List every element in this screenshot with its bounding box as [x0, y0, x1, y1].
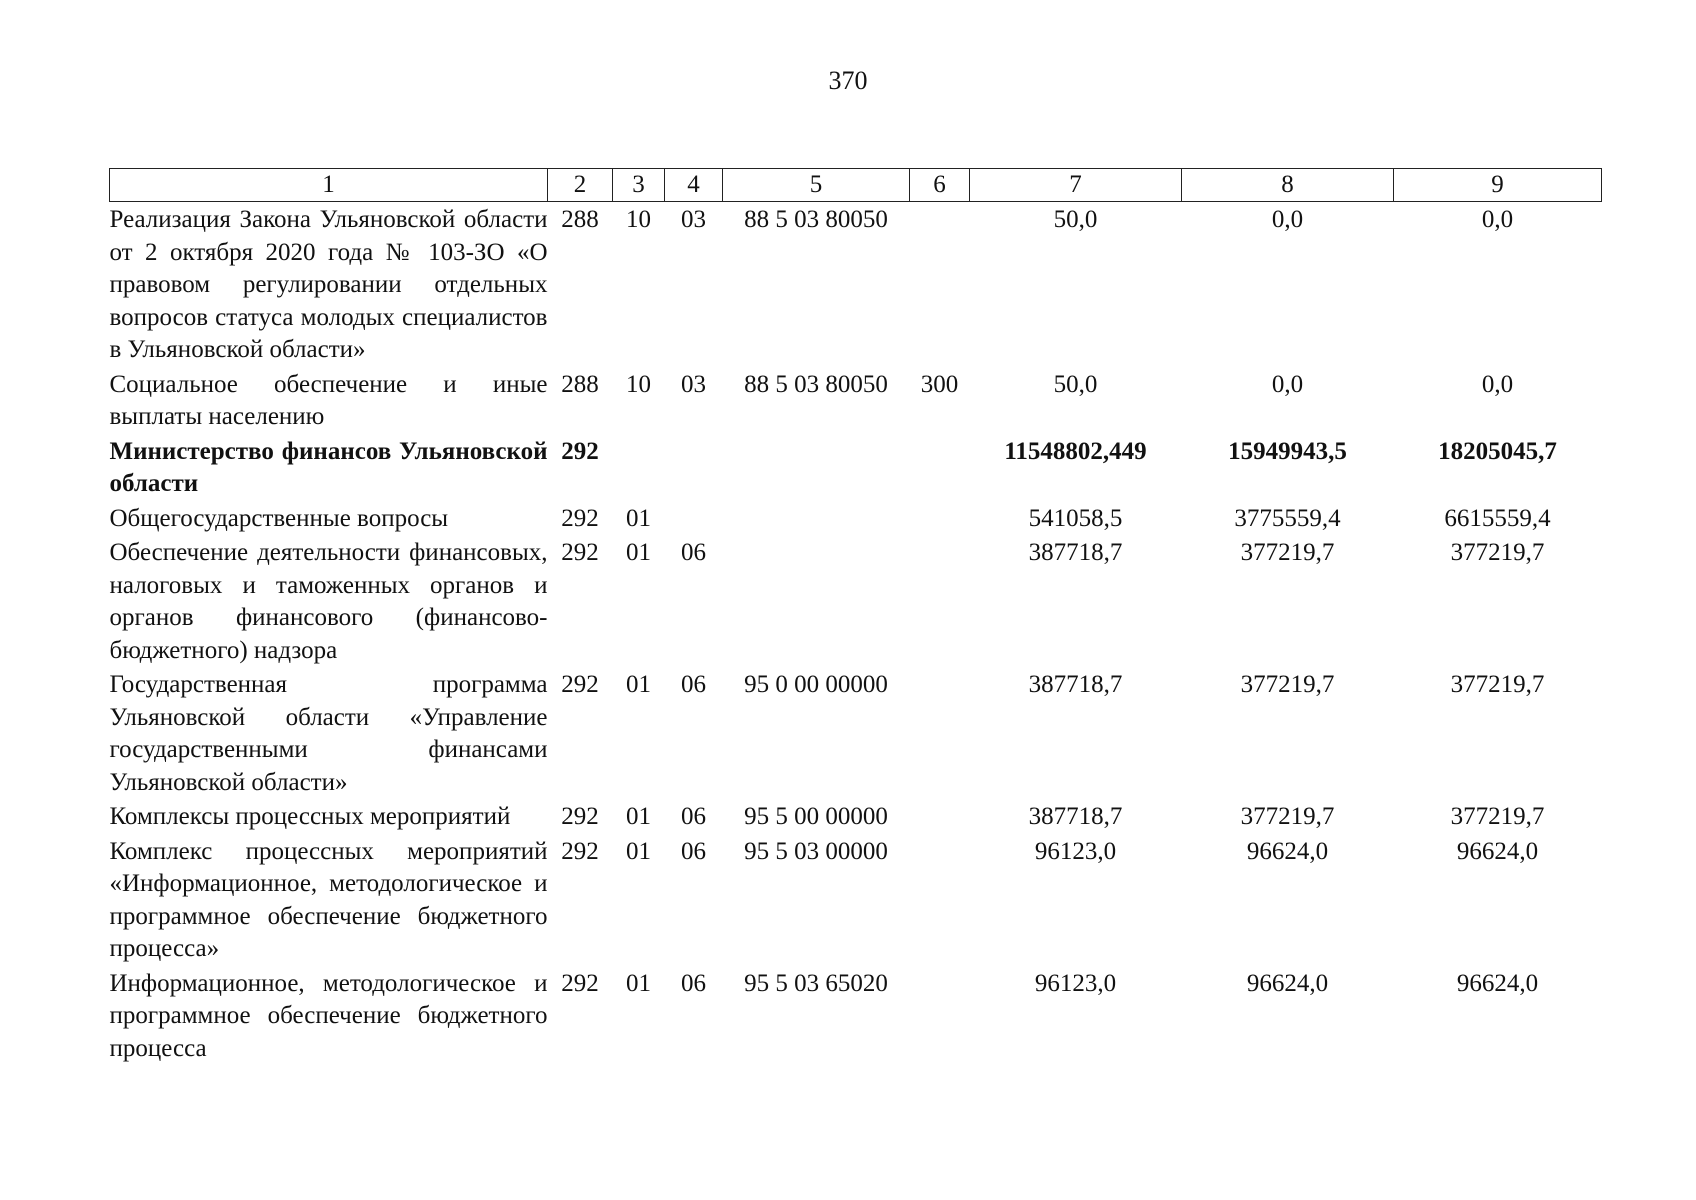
table-row: [110, 799, 1602, 834]
row-description: Социальное обеспечение и иные выплаты населению: [109, 370, 548, 430]
row-section-code: [613, 434, 665, 501]
row-amount-col8: 0,0: [1271, 370, 1304, 398]
row-amount-col9: 96624,0: [1456, 969, 1539, 997]
row-subsection-code: 06: [681, 837, 706, 865]
row-amount-col7: 387718,7: [1028, 539, 1123, 566]
row-target-article-code: 95 5 03 00000: [744, 837, 888, 865]
row-subsection-code: 06: [681, 539, 706, 566]
row-section-code: 10: [626, 370, 651, 398]
table-row: [110, 667, 1602, 799]
row-section-code: 01: [626, 969, 651, 997]
table-body: [110, 202, 1602, 1066]
table-row: [110, 202, 1602, 367]
row-amount-col9: 377219,7: [1450, 803, 1545, 830]
page-number: 370: [828, 66, 868, 95]
row-ministry-code: 292: [561, 437, 599, 465]
row-description: Государственная программа Ульяновской области «Управление государственными финансами Ульяновской области»: [109, 671, 548, 796]
col-header-6: 6: [910, 169, 970, 202]
row-section-code: 01: [626, 837, 651, 865]
row-subsection-code: 03: [681, 206, 706, 233]
row-target-article-code: 88 5 03 80050: [744, 370, 888, 398]
row-target-article-code: 95 5 00 00000: [744, 803, 888, 830]
row-ministry-code: 292: [561, 837, 599, 865]
row-target-article-code: [723, 501, 910, 536]
row-ministry-code: 288: [561, 206, 599, 233]
row-amount-col8: 0,0: [1271, 206, 1304, 233]
col-header-2: 2: [548, 169, 613, 202]
row-amount-col8: 96624,0: [1246, 969, 1329, 997]
row-ministry-code: 288: [561, 370, 599, 398]
row-amount-col8: 96624,0: [1246, 837, 1329, 865]
row-section-code: 01: [626, 671, 651, 698]
table-row: [110, 834, 1602, 966]
row-target-article-code: 95 5 03 65020: [744, 969, 888, 997]
budget-table: [109, 168, 1602, 1065]
row-description: Комплексы процессных мероприятий: [109, 803, 511, 830]
row-amount-col8: 377219,7: [1240, 539, 1335, 566]
row-subsection-code: 06: [681, 969, 706, 997]
col-header-8: 8: [1182, 169, 1394, 202]
row-expense-type-code: [910, 501, 970, 536]
row-description: Обеспечение деятельности финансовых, налоговых и таможенных органов и органов финансового (финансово-бюджетного) надзора: [109, 539, 548, 664]
row-target-article-code: [723, 434, 910, 501]
row-subsection-code: [665, 434, 723, 501]
row-amount-col8: 3775559,4: [1234, 504, 1341, 532]
row-expense-type-code: 300: [920, 370, 959, 398]
col-header-4: 4: [665, 169, 723, 202]
row-amount-col9: 377219,7: [1450, 539, 1545, 566]
row-amount-col7: 387718,7: [1028, 803, 1123, 830]
table-row: [110, 434, 1602, 501]
row-target-article-code: [723, 535, 910, 667]
row-subsection-code: 06: [681, 671, 706, 698]
row-description: Министерство финансов Ульяновской области: [109, 437, 548, 497]
row-amount-col8: 377219,7: [1240, 671, 1335, 698]
row-amount-col9: 6615559,4: [1444, 504, 1551, 532]
row-section-code: 01: [626, 539, 651, 566]
row-description: Реализация Закона Ульяновской области от 2 октября 2020 года № 103-ЗО «О правовом регулировании отдельных вопросов статуса молодых специалистов в Ульяновской области»: [109, 206, 548, 363]
row-ministry-code: 292: [561, 969, 599, 997]
row-amount-col7: 96123,0: [1034, 837, 1117, 865]
row-description: Информационное, методологическое и программное обеспечение бюджетного процесса: [109, 969, 548, 1062]
row-expense-type-code: [910, 799, 970, 834]
row-amount-col7: 50,0: [1053, 206, 1098, 233]
row-ministry-code: 292: [561, 539, 599, 566]
row-expense-type-code: [910, 202, 970, 367]
row-target-article-code: 95 0 00 00000: [744, 671, 888, 698]
col-header-5: 5: [723, 169, 910, 202]
header-row: [110, 169, 1602, 202]
row-expense-type-code: [910, 535, 970, 667]
col-header-7: 7: [970, 169, 1182, 202]
row-ministry-code: 292: [561, 803, 599, 830]
row-ministry-code: 292: [561, 671, 599, 698]
row-amount-col9: 18205045,7: [1438, 437, 1557, 465]
table-row: [110, 367, 1602, 434]
row-amount-col9: 0,0: [1481, 206, 1514, 233]
row-amount-col7: 11548802,449: [1004, 437, 1147, 465]
row-description: Комплекс процессных мероприятий «Информационное, методологическое и программное обеспечение бюджетного процесса»: [109, 837, 548, 962]
row-description: Общегосударственные вопросы: [109, 504, 449, 532]
row-amount-col7: 541058,5: [1028, 504, 1123, 532]
row-subsection-code: [665, 501, 723, 536]
row-subsection-code: 06: [681, 803, 706, 830]
row-amount-col9: 0,0: [1481, 370, 1514, 398]
row-expense-type-code: [910, 966, 970, 1066]
row-amount-col9: 377219,7: [1450, 671, 1545, 698]
row-expense-type-code: [910, 667, 970, 799]
row-expense-type-code: [910, 834, 970, 966]
table-row: [110, 535, 1602, 667]
row-amount-col7: 387718,7: [1028, 671, 1123, 698]
row-subsection-code: 03: [681, 370, 706, 398]
row-ministry-code: 292: [561, 504, 599, 532]
col-header-9: 9: [1394, 169, 1602, 202]
row-expense-type-code: [910, 434, 970, 501]
table-row: [110, 501, 1602, 536]
row-amount-col8: 15949943,5: [1228, 437, 1347, 465]
col-header-1: 1: [110, 169, 548, 202]
row-section-code: 01: [626, 504, 651, 532]
row-amount-col9: 96624,0: [1456, 837, 1539, 865]
row-target-article-code: 88 5 03 80050: [744, 206, 888, 233]
col-header-3: 3: [613, 169, 665, 202]
row-section-code: 01: [626, 803, 651, 830]
row-section-code: 10: [626, 206, 651, 233]
table-row: [110, 966, 1602, 1066]
row-amount-col8: 377219,7: [1240, 803, 1335, 830]
row-amount-col7: 96123,0: [1034, 969, 1117, 997]
row-amount-col7: 50,0: [1053, 370, 1098, 398]
